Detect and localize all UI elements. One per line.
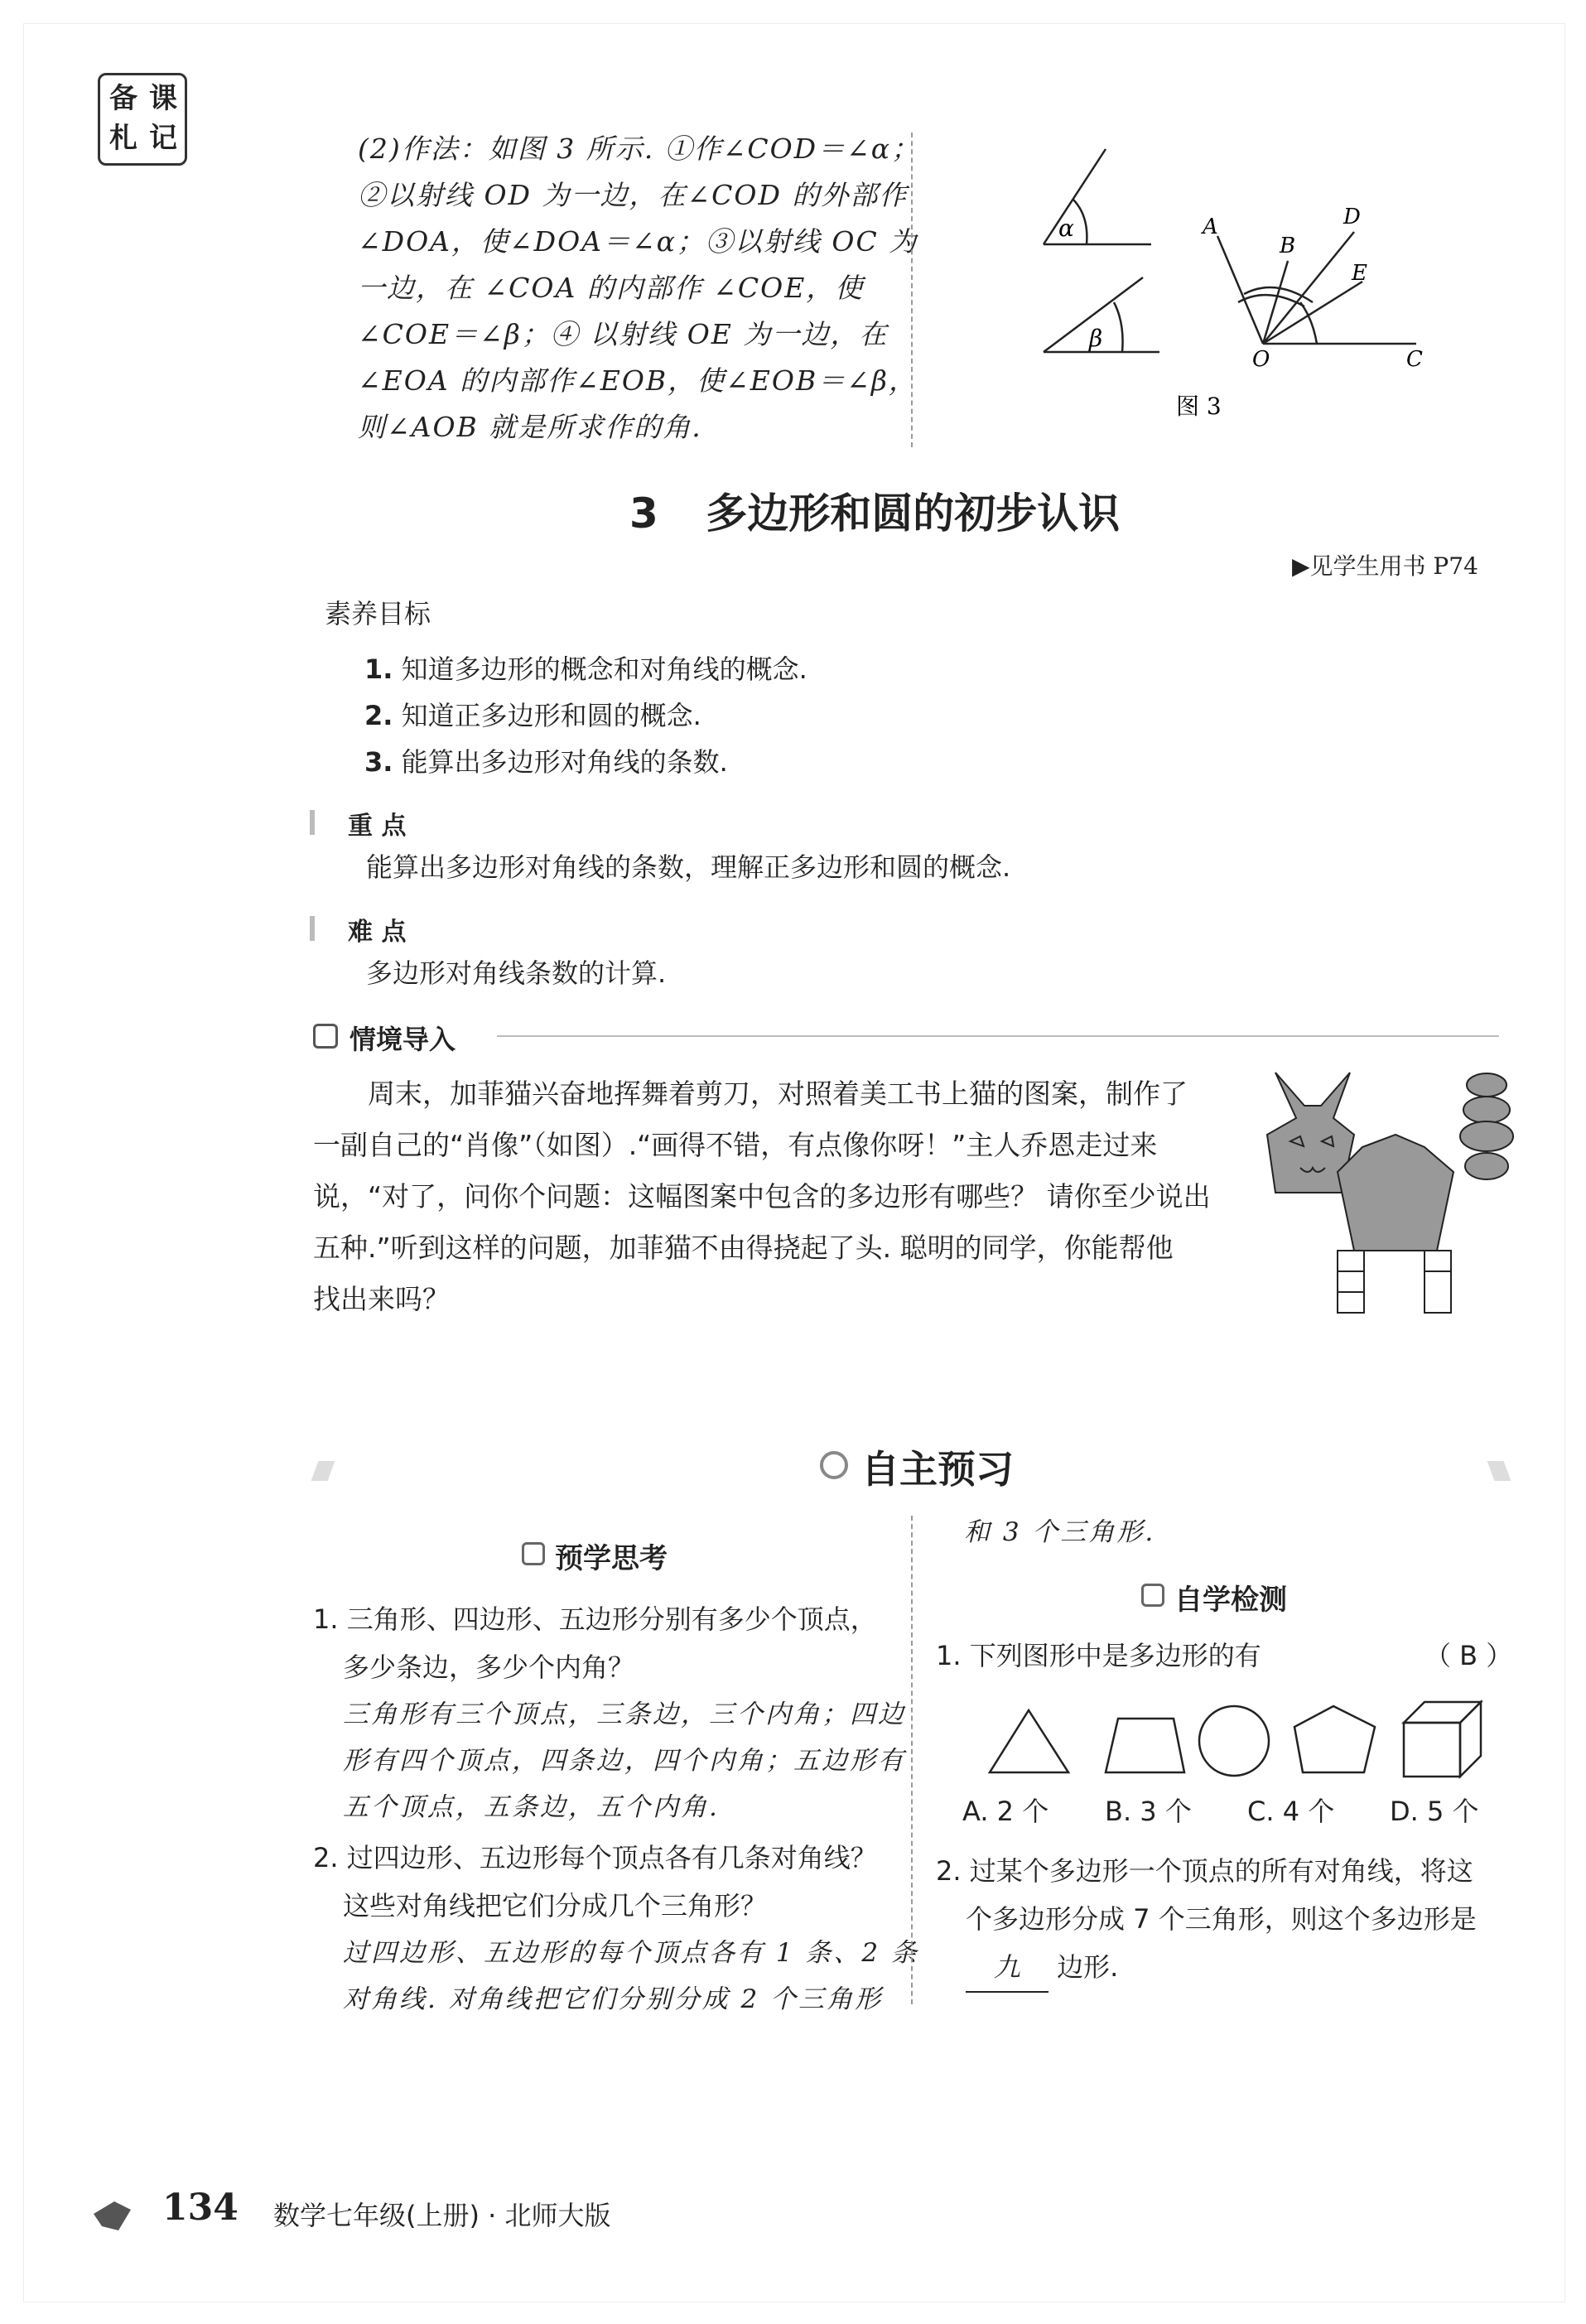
lesson-notes-stamp [98,73,187,166]
check-q1: 1. 下列图形中是多边形的有 [936,1640,1261,1671]
preview-title: 自主预习 [861,1447,1014,1492]
stamp-char: 备 [109,82,137,115]
text-line: 一副自己的“肖像”（如图）.“画得不错，有点像你呀！”主人乔恩走过来 [313,1129,1158,1161]
text-line: (2)作法：如图 3 所示. ①作∠COD＝∠α； [358,133,921,165]
point-o-label: O [1252,347,1270,372]
goal-num: 2. [364,700,393,731]
text-line: ∠EOA 的内部作∠EOB，使∠EOB＝∠β， [358,364,918,397]
stamp-char: 课 [149,82,177,115]
pentagon-shape [1294,1706,1375,1772]
column-divider [911,1516,913,2004]
footer-decor-icon [89,2193,156,2243]
question-line: 2. 过四边形、五边形每个顶点各有几条对角线？ [313,1842,877,1873]
stamp-char: 札 [109,122,137,155]
option-c: C. 4 个 [1247,1796,1335,1827]
text-line: ∠COE＝∠β；④ 以射线 OE 为一边，在 [358,318,889,350]
answer-blank: 九 [966,1943,1048,1993]
scenario-heading: 情境导入 [349,1024,456,1055]
trapezoid-shape [1106,1719,1184,1772]
scenario-rule [497,1035,1499,1037]
answer-line: 过四边形、五边形的每个顶点各有 1 条、2 条 [343,1938,920,1968]
cube-shape [1404,1723,1460,1777]
answer-line: 对角线. 对角线把它们分别分成 2 个三角形 [343,1984,884,2014]
triangle-shape [990,1710,1068,1772]
answer-line: 五个顶点，五条边，五个内角. [343,1792,720,1822]
point-e-label: E [1352,261,1367,286]
figure-caption: 图 3 [1176,393,1222,420]
question-line: 多少条边，多少个内角？ [343,1651,635,1683]
page-number: 134 [162,2187,239,2229]
option-d: D. 5 个 [1390,1796,1479,1827]
text-line: ∠DOA，使∠DOA＝∠α；③以射线 OC 为 [358,225,918,258]
beta-label: β [1089,325,1103,352]
section-title [629,480,1120,540]
difficulty-text: 多边形对角线条数的计算. [366,957,667,989]
key-heading: 重 点 [348,812,407,841]
option-b: B. 3 个 [1105,1796,1192,1827]
question-line: 个多边形分成 7 个三角形，则这个多边形是 [966,1903,1477,1935]
difficulty-heading: 难 点 [348,918,407,947]
text-line: ②以射线 OD 为一边，在∠COD 的外部作 [358,179,909,211]
think-q2 [313,1834,877,1930]
check-q1-answer: （ B ） [1425,1640,1513,1671]
preview-icon [820,1451,848,1479]
key-text: 能算出多边形对角线的条数，理解正多边形和圆的概念. [366,851,1011,883]
goal-num: 1. [364,653,393,685]
text-line: 则∠AOB 就是所求作的角. [358,411,702,443]
goal-item [364,646,807,692]
think-a1 [343,1691,906,1830]
think-q1 [313,1595,877,1691]
question-tail: 边形. [1057,1951,1119,1983]
figure-3 [1027,133,1458,431]
option-a: A. 2 个 [962,1796,1049,1827]
section-title-text: 多边形和圆的初步认识 [706,489,1121,538]
text-line: 五种.”听到这样的问题，加菲猫不由得挠起了头. 聪明的同学，你能帮他 [313,1232,1174,1264]
construction-method-text [358,126,921,451]
shapes-row [981,1690,1495,1789]
point-d-label: D [1343,205,1361,229]
goal-text: 知道多边形的概念和对角线的概念. [401,653,807,685]
point-c-label: C [1406,347,1423,372]
scenario-text [313,1068,1257,1325]
check-icon [1141,1584,1164,1607]
goal-text: 能算出多边形对角线的条数. [401,746,728,778]
book-title: 数学七年级(上册) · 北师大版 [273,2200,611,2231]
stamp-char: 记 [149,122,177,155]
difficulty-bar [310,916,315,941]
alpha-label: α [1058,215,1074,242]
question-line: 这些对角线把它们分成几个三角形？ [343,1890,768,1921]
check-q2 [936,1847,1477,1993]
text-line: 一边，在 ∠COA 的内部作 ∠COE，使 [358,272,865,304]
scenario-icon [313,1024,338,1049]
key-bar [310,810,315,835]
text-line: 找出来吗？ [313,1283,450,1315]
think-a2-continued: 和 3 个三角形. [964,1517,1156,1547]
goal-item [364,692,807,739]
student-book-ref: ▶见学生用书 P74 [1292,552,1478,580]
text-line: 说，“对了，问你个问题：这幅图案中包含的多边形有哪些？ 请你至少说出 [313,1180,1211,1213]
check-heading: 自学检测 [1174,1584,1287,1617]
text-line: 周末，加菲猫兴奋地挥舞着剪刀，对照着美工书上猫的图案，制作了 [368,1078,1188,1110]
check-options [962,1787,1489,1835]
think-icon [522,1542,545,1565]
think-a2 [343,1930,919,2023]
goals-list [364,646,807,785]
question-line: 2. 过某个多边形一个顶点的所有对角线，将这 [936,1855,1473,1887]
column-divider [911,133,913,447]
think-heading: 预学思考 [555,1542,668,1575]
goals-heading: 素养目标 [325,598,431,629]
point-a-label: A [1203,215,1218,239]
point-b-label: B [1280,234,1296,258]
cat-polygon-figure [1259,1044,1524,1317]
answer-line: 形有四个顶点，四条边，四个内角；五边形有 [343,1746,906,1776]
answer-line: 三角形有三个顶点，三条边，三个内角；四边 [343,1700,906,1729]
goal-num: 3. [364,746,393,778]
question-line: 1. 三角形、四边形、五边形分别有多少个顶点， [313,1603,877,1635]
circle-shape [1199,1706,1269,1776]
goal-item [364,739,807,785]
section-number: 3 [629,489,658,538]
goal-text: 知道正多边形和圆的概念. [401,700,701,731]
